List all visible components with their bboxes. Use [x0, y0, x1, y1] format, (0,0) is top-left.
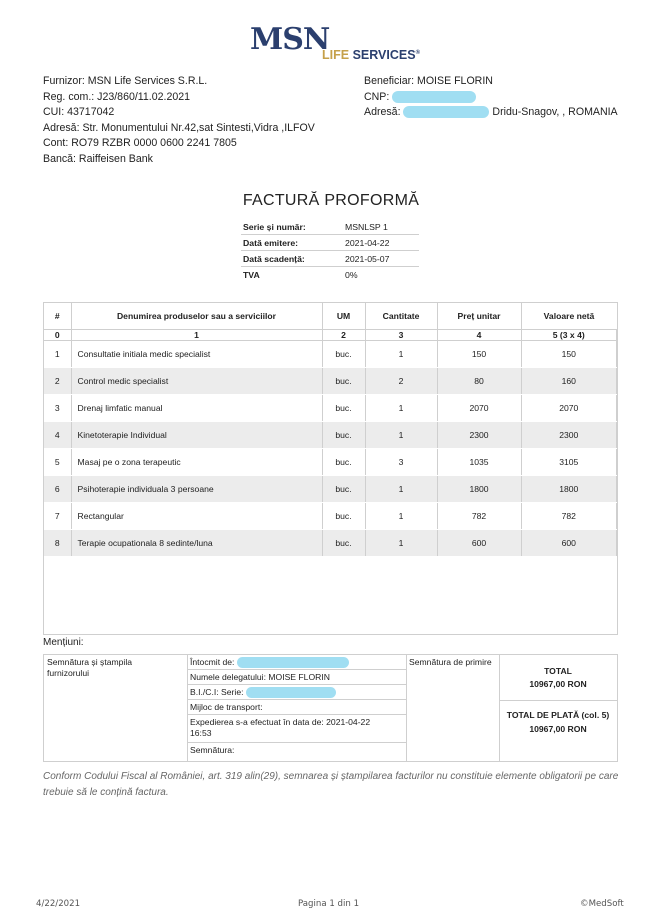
table-cell: 2 — [44, 368, 71, 395]
signature-line: Semnătura: — [190, 745, 235, 755]
column-header: Denumirea produselor sau a serviciilor — [71, 303, 322, 330]
total-block — [499, 655, 617, 701]
company-logo — [250, 22, 430, 68]
beneficiary-cnp: CNP: — [364, 90, 618, 106]
table-cell: Masaj pe o zona terapeutic — [71, 449, 322, 476]
table-cell: 8 — [44, 530, 71, 557]
supplier-bank: Bancă: Raiffeisen Bank — [43, 152, 153, 165]
table-row — [44, 395, 617, 422]
meta-row: TVA 0% — [243, 270, 358, 280]
table-cell: buc. — [322, 341, 365, 368]
redacted-address — [403, 106, 489, 118]
table-cell: 150 — [437, 341, 521, 368]
table-cell: 1800 — [437, 476, 521, 503]
table-cell: 1 — [365, 341, 437, 368]
total-to-pay-label: TOTAL DE PLATĂ (col. 5) — [506, 710, 610, 720]
supplier-account: Cont: RO79 RZBR 0000 0600 2241 7805 — [43, 137, 237, 150]
table-cell: 1 — [44, 341, 71, 368]
supplier-info — [43, 74, 315, 168]
footer-page-number: Pagina 1 din 1 — [298, 899, 360, 909]
mentions-label: Mențiuni: — [43, 637, 84, 648]
beneficiary-name: Beneficiar: MOISE FLORIN — [364, 75, 493, 87]
table-cell: 1 — [365, 503, 437, 530]
total-value: 10967,00 RON — [529, 679, 587, 689]
table-cell: Kinetoterapie Individual — [71, 422, 322, 449]
redacted-id-card — [246, 687, 336, 698]
meta-row: Dată scadență: 2021-05-07 — [241, 251, 419, 267]
total-to-pay-value: 10967,00 RON — [529, 724, 587, 734]
table-cell: buc. — [322, 503, 365, 530]
table-cell: 5 — [44, 449, 71, 476]
table-cell: 2 — [365, 368, 437, 395]
logo-msn-text: MSN — [250, 22, 330, 57]
total-to-pay-block — [499, 701, 617, 761]
table-cell: 1800 — [521, 476, 617, 503]
column-header: UM — [322, 303, 365, 330]
table-cell: 2300 — [437, 422, 521, 449]
table-cell: 1 — [365, 422, 437, 449]
table-cell: 600 — [521, 530, 617, 557]
table-cell: 1 — [365, 530, 437, 557]
table-cell: 160 — [521, 368, 617, 395]
id-card: B.I./C.I: Serie: — [187, 685, 406, 700]
document-title: FACTURĂ PROFORMĂ — [242, 192, 420, 209]
table-cell: buc. — [322, 476, 365, 503]
items-table-container — [43, 302, 618, 635]
table-cell: buc. — [322, 422, 365, 449]
beneficiary-info — [364, 74, 618, 121]
logo-life-services-text: LIFE SERVICES® — [322, 48, 420, 62]
table-cell: Rectangular — [71, 503, 322, 530]
meta-row: Serie și număr: MSNLSP 1 — [241, 219, 419, 235]
table-cell: 782 — [521, 503, 617, 530]
supplier-signature-cell: Semnătura și ștampila furnizorului — [44, 655, 188, 761]
table-header-row — [44, 303, 617, 330]
table-row — [44, 476, 617, 503]
table-row — [44, 449, 617, 476]
column-header: Preț unitar — [437, 303, 521, 330]
column-header: Valoare netă — [521, 303, 617, 330]
table-cell: Consultatie initiala medic specialist — [71, 341, 322, 368]
table-cell: 4 — [44, 422, 71, 449]
table-index-row: 0 1 2 3 4 5 (3 x 4) — [44, 330, 617, 341]
table-cell: Drenaj limfatic manual — [71, 395, 322, 422]
beneficiary-address: Adresă: Dridu-Snagov, , ROMANIA — [364, 106, 618, 119]
table-cell: 6 — [44, 476, 71, 503]
supplier-cui: CUI: 43717042 — [43, 106, 115, 119]
column-header: Cantitate — [365, 303, 437, 330]
table-cell: Psihoterapie individuala 3 persoane — [71, 476, 322, 503]
table-cell: 1035 — [437, 449, 521, 476]
table-cell: 782 — [437, 503, 521, 530]
dispatch-date: Expedierea s-a efectuat în data de: 2021-04-22 16:53 — [187, 715, 406, 743]
delegate-info-cell — [187, 655, 407, 761]
signature-totals-box — [43, 654, 618, 762]
table-cell: Terapie ocupationala 8 sedinte/luna — [71, 530, 322, 557]
footer-brand: ©MedSoft — [580, 899, 624, 909]
invoice-meta-table — [241, 219, 419, 282]
items-table — [44, 303, 617, 557]
table-cell: 1 — [365, 476, 437, 503]
supplier-name: Furnizor: MSN Life Services S.R.L. — [43, 75, 208, 87]
table-cell: 600 — [437, 530, 521, 557]
redacted-prepared-by — [237, 657, 349, 668]
table-cell: 2070 — [437, 395, 521, 422]
table-cell: 3 — [365, 449, 437, 476]
table-cell: 80 — [437, 368, 521, 395]
table-cell: buc. — [322, 530, 365, 557]
meta-row: Dată emitere: 2021-04-22 — [241, 235, 419, 251]
table-cell: 2300 — [521, 422, 617, 449]
table-cell: 3105 — [521, 449, 617, 476]
table-cell: buc. — [322, 395, 365, 422]
delegate-name: Numele delegatului: MOISE FLORIN — [187, 670, 406, 685]
table-cell: 7 — [44, 503, 71, 530]
transport-means: Mijloc de transport: — [187, 700, 406, 715]
totals-cell — [499, 655, 617, 761]
receiver-signature-cell: Semnătura de primire — [406, 655, 500, 761]
redacted-cnp — [392, 91, 476, 103]
table-row — [44, 503, 617, 530]
table-row — [44, 422, 617, 449]
prepared-by: Întocmit de: — [187, 655, 406, 670]
table-cell: buc. — [322, 368, 365, 395]
total-label: TOTAL — [544, 666, 572, 676]
table-cell: 2070 — [521, 395, 617, 422]
supplier-reg-com: Reg. com.: J23/860/11.02.2021 — [43, 90, 191, 103]
legal-note: Conform Codului Fiscal al României, art. 319 alin(29), semnarea și ștampilarea facturilor nu constituie elemente obligatorii pe care trebuie să le conțină factura. — [43, 771, 619, 798]
column-header: # — [44, 303, 71, 330]
table-cell: buc. — [322, 449, 365, 476]
table-row — [44, 368, 617, 395]
footer-date: 4/22/2021 — [36, 899, 81, 909]
table-cell: Control medic specialist — [71, 368, 322, 395]
table-cell: 3 — [44, 395, 71, 422]
table-cell: 150 — [521, 341, 617, 368]
table-row — [44, 341, 617, 368]
table-row — [44, 530, 617, 557]
table-cell: 1 — [365, 395, 437, 422]
supplier-address: Adresă: Str. Monumentului Nr.42,sat Sintesti,Vidra ,ILFOV — [43, 121, 315, 134]
